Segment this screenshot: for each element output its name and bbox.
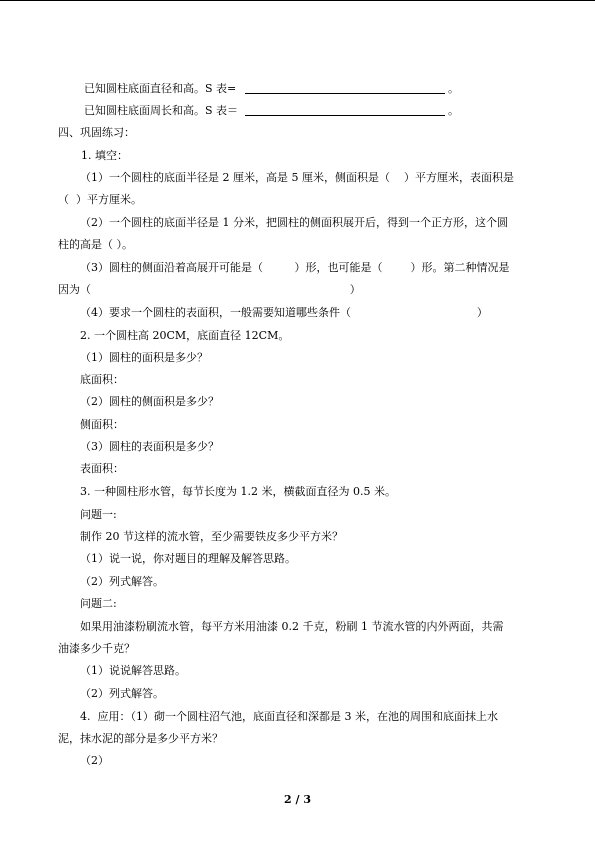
text-line-content: （2）一个圆柱的底面半径是 1 分米，把圆柱的侧面积展开后，得到一个正方形，这个圆 (80, 216, 508, 229)
question-heading-text: 1. 填空： (81, 149, 128, 162)
text-line-content: （2）列式解答。 (80, 687, 164, 700)
answer-blank (245, 82, 445, 94)
text-line-content: 问题二: (80, 597, 117, 610)
text-line-content: 柱的高是（ ）。 (58, 238, 133, 251)
question-heading-text: 2. 一个圆柱高 20CM，底面直径 12CM。 (80, 329, 290, 342)
text-line-content: （3）圆柱的表面积是多少？ (80, 440, 219, 453)
text-line-content: 泥，抹水泥的部分是多少平方米？ (58, 732, 223, 745)
text-line-content: （4）要求一个圆柱的表面积，一般需要知道哪些条件（ ） (80, 306, 488, 319)
formula-perimeter-text: 已知圆柱底面周长和高。S 表＝ (84, 104, 239, 117)
text-line-content: 油漆多少千克？ (58, 642, 135, 655)
text-line-content: 表面积： (80, 462, 124, 475)
text-line-content: 因为（ ） (58, 283, 361, 296)
text-line-content: （3）圆柱的侧面沿着高展开可能是（ ）形，也可能是（ ）形。第二种情况是 (80, 261, 510, 274)
text-line-content: （2）圆柱的侧面积是多少？ (80, 395, 219, 408)
formula-diameter-text: 已知圆柱底面直径和高。S 表= (84, 82, 237, 95)
question-heading-text: 3. 一种圆柱形水管，每节长度为 1.2 米，横截面直径为 0.5 米。 (80, 485, 396, 498)
text-line-content: （1）说说解答思路。 (80, 664, 186, 677)
text-line-content: 底面积： (80, 373, 124, 386)
text-line-content: （1）圆柱的面积是多少？ (80, 351, 208, 364)
text-line-content: （2）列式解答。 (80, 575, 164, 588)
line-end-period: 。 (448, 82, 459, 95)
line-end-period: 。 (448, 104, 459, 117)
text-line-content: （1）说一说，你对题目的理解及解答思路。 (80, 552, 296, 565)
text-line-content: （1）一个圆柱的底面半径是 2 厘米，高是 5 厘米，侧面积是（ ）平方厘米，表面积是 (80, 171, 514, 184)
page-number: 2 / 3 (284, 793, 311, 806)
text-line-content: 问题一: (80, 508, 117, 521)
section-heading-text: 四、巩固练习： (58, 126, 135, 139)
text-line-content: 制作 20 节这样的流水管，至少需要铁皮多少平方米？ (80, 530, 343, 543)
question-heading-text: 4. 应用：（1）砌一个圆柱沼气池，底面直径和深都是 3 米，在池的周围和底面抹上水 (80, 710, 498, 723)
answer-blank (245, 104, 445, 116)
text-line-content: 侧面积： (80, 418, 124, 431)
text-line-content: 如果用油漆粉刷流水管，每平方米用油漆 0.2 千克，粉刷 1 节流水管的内外两面，共需 (80, 620, 504, 633)
text-line-content: （2） (80, 754, 109, 767)
text-line-content: （ ）平方厘米。 (58, 193, 142, 206)
